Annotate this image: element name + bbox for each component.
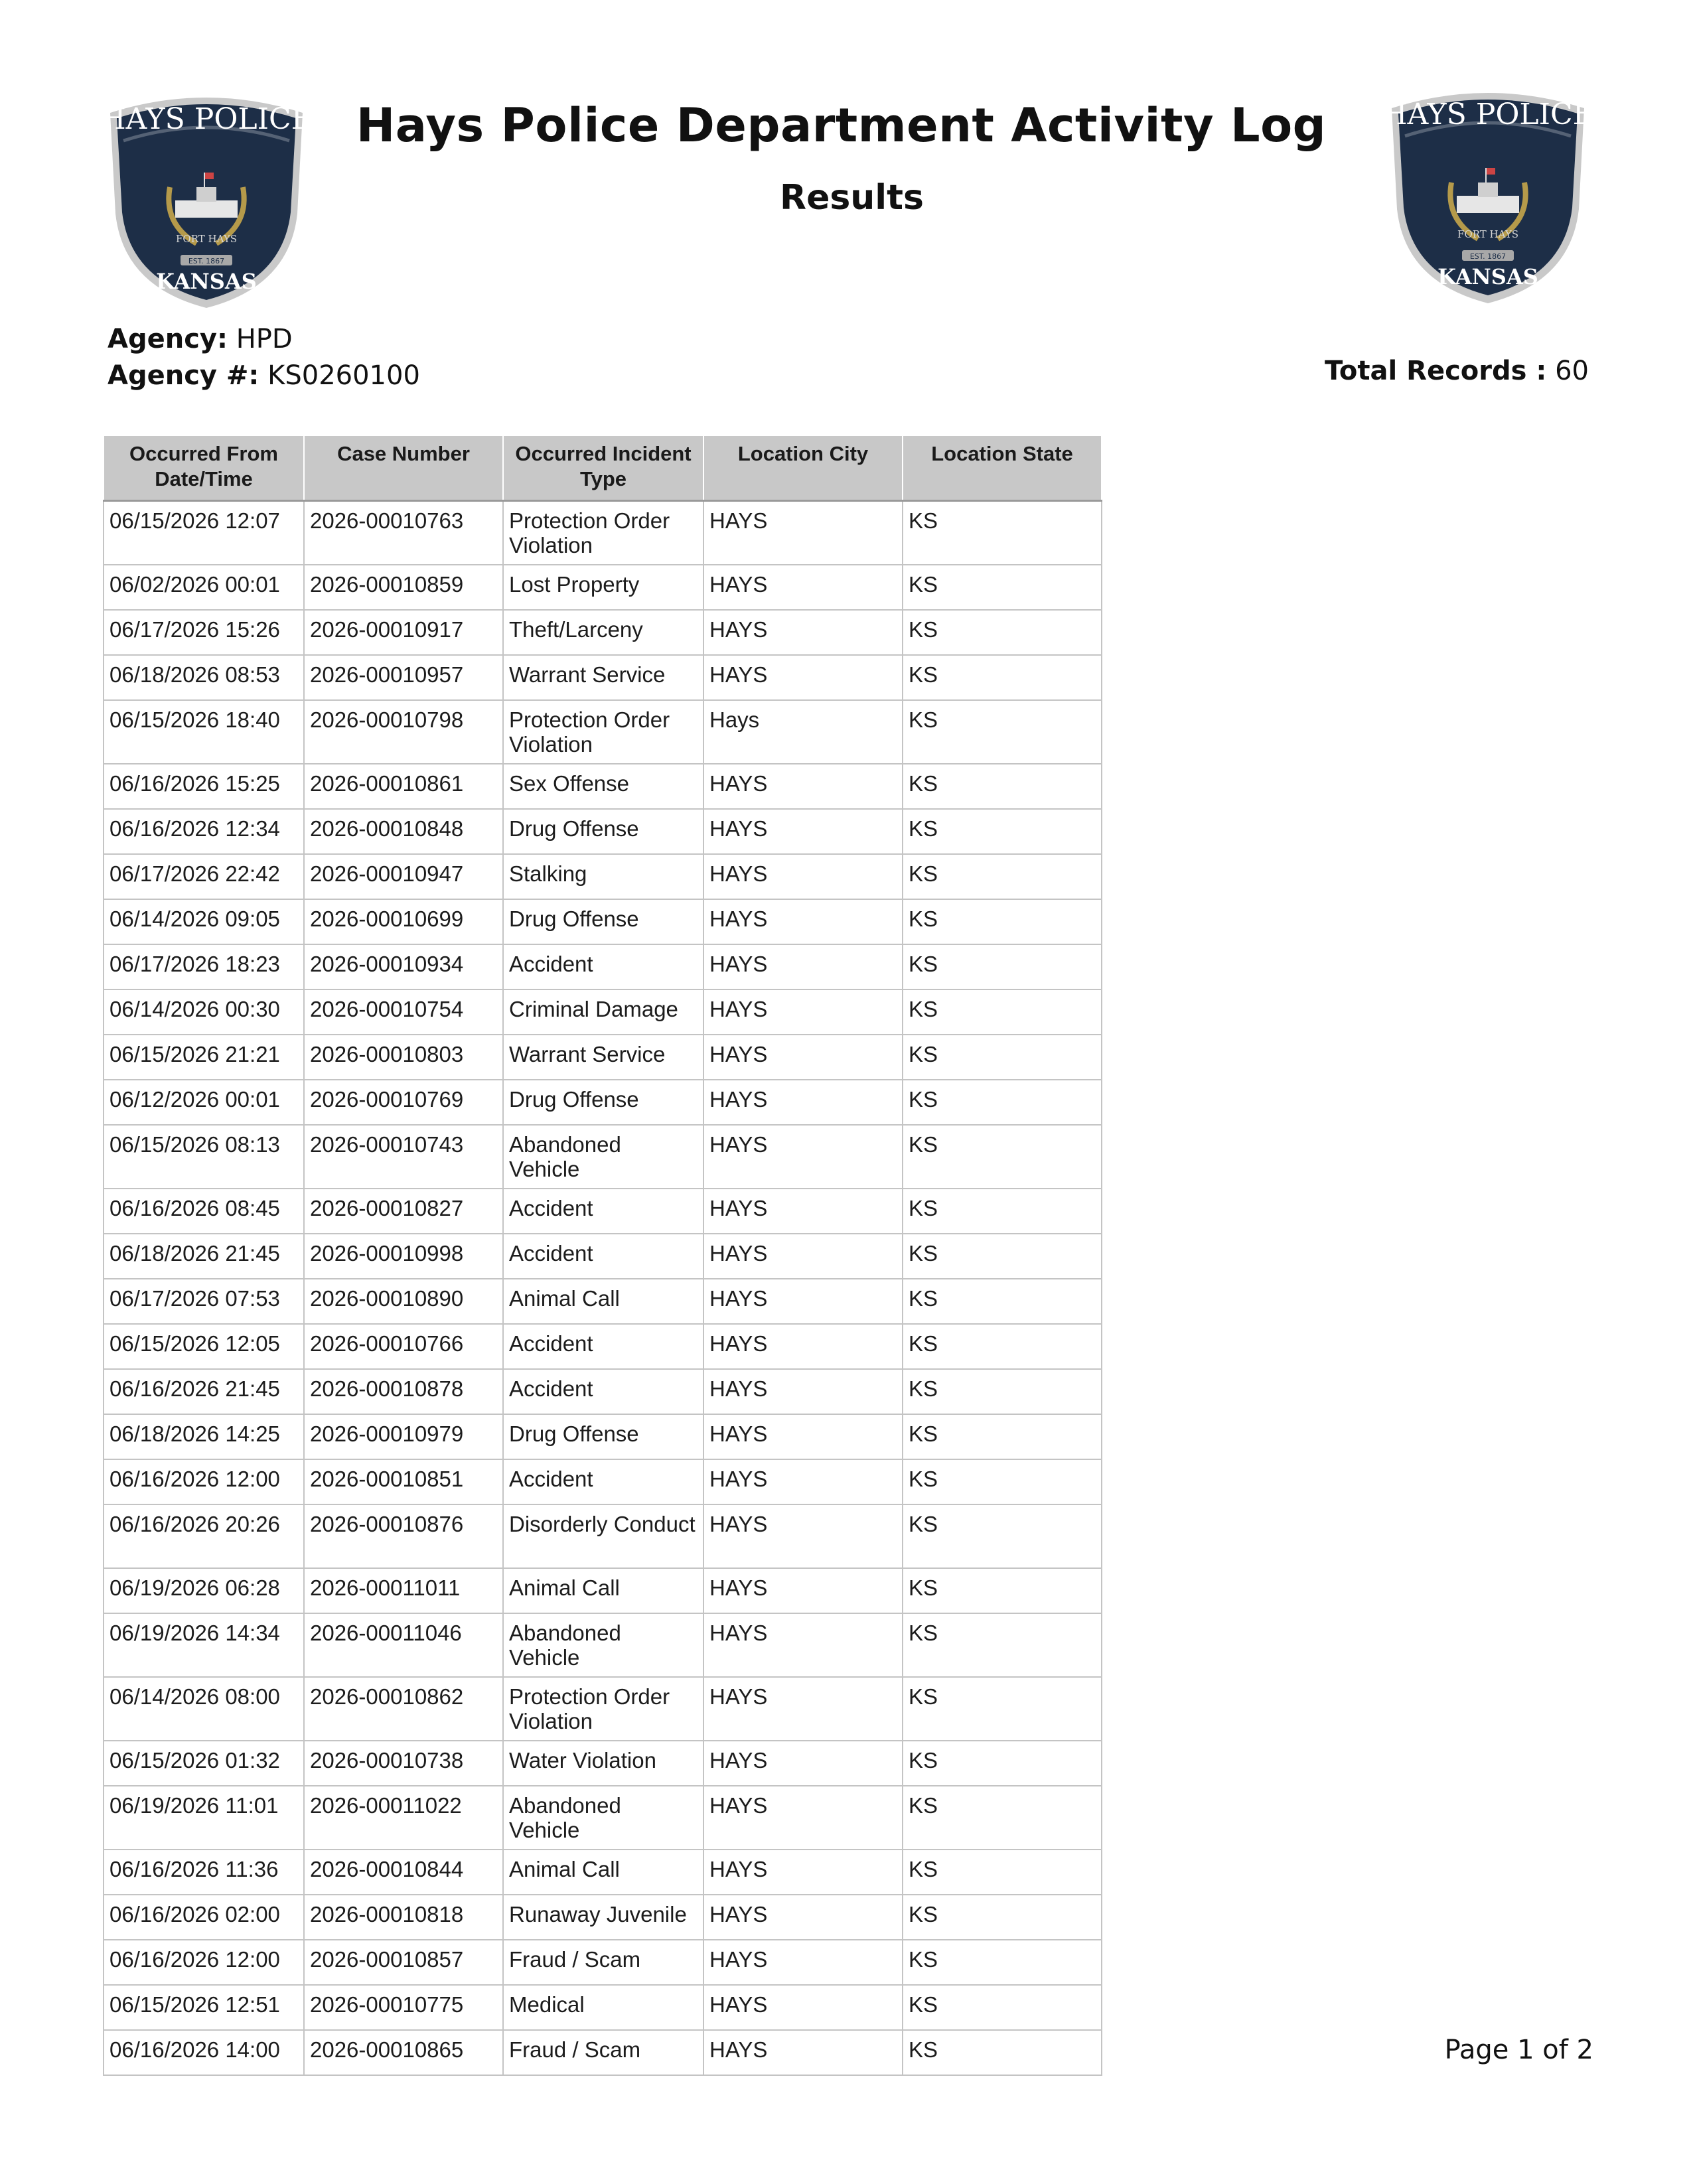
table-row (104, 565, 1102, 610)
cell-location-state: KS (903, 989, 1102, 1035)
cell-occurred-from: 06/15/2026 12:51 (104, 1985, 304, 2030)
cell-location-city: HAYS (703, 655, 903, 700)
cell-incident-type: Fraud / Scam (503, 2030, 703, 2075)
agency-line (108, 324, 293, 354)
cell-incident-type: Drug Offense (503, 1080, 703, 1125)
table-row (104, 2030, 1102, 2075)
cell-case-number: 2026-00010775 (304, 1985, 503, 2030)
cell-case-number: 2026-00010947 (304, 854, 503, 899)
cell-location-state: KS (903, 1189, 1102, 1234)
column-header-occurred-from: Occurred From Date/Time (104, 435, 304, 501)
cell-incident-type: Animal Call (503, 1568, 703, 1613)
cell-location-state: KS (903, 944, 1102, 989)
cell-location-city: HAYS (703, 1279, 903, 1324)
cell-occurred-from: 06/02/2026 00:01 (104, 565, 304, 610)
cell-location-state: KS (903, 655, 1102, 700)
cell-case-number: 2026-00010769 (304, 1080, 503, 1125)
agency-number-value: KS0260100 (267, 360, 420, 391)
cell-location-city: HAYS (703, 1504, 903, 1568)
cell-case-number: 2026-00010859 (304, 565, 503, 610)
cell-occurred-from: 06/19/2026 11:01 (104, 1786, 304, 1850)
cell-case-number: 2026-00010766 (304, 1324, 503, 1369)
cell-occurred-from: 06/16/2026 21:45 (104, 1369, 304, 1414)
cell-location-city: HAYS (703, 1985, 903, 2030)
cell-location-state: KS (903, 1895, 1102, 1940)
cell-location-city: Hays (703, 700, 903, 764)
cell-occurred-from: 06/16/2026 02:00 (104, 1895, 304, 1940)
cell-location-state: KS (903, 1504, 1102, 1568)
cell-incident-type: Warrant Service (503, 1035, 703, 1080)
cell-case-number: 2026-00010917 (304, 610, 503, 655)
cell-occurred-from: 06/15/2026 21:21 (104, 1035, 304, 1080)
cell-location-state: KS (903, 1786, 1102, 1850)
cell-location-state: KS (903, 1080, 1102, 1125)
cell-case-number: 2026-00010763 (304, 501, 503, 565)
cell-incident-type: Warrant Service (503, 655, 703, 700)
cell-location-state: KS (903, 565, 1102, 610)
cell-case-number: 2026-00010818 (304, 1895, 503, 1940)
cell-occurred-from: 06/18/2026 08:53 (104, 655, 304, 700)
table-row (104, 989, 1102, 1035)
table-row (104, 1504, 1102, 1568)
cell-location-city: HAYS (703, 1459, 903, 1504)
cell-incident-type: Lost Property (503, 565, 703, 610)
cell-location-city: HAYS (703, 899, 903, 944)
cell-incident-type: Accident (503, 944, 703, 989)
cell-location-city: HAYS (703, 1613, 903, 1677)
cell-occurred-from: 06/16/2026 14:00 (104, 2030, 304, 2075)
cell-occurred-from: 06/17/2026 22:42 (104, 854, 304, 899)
cell-incident-type: Abandoned Vehicle (503, 1786, 703, 1850)
cell-case-number: 2026-00010890 (304, 1279, 503, 1324)
table-row (104, 1613, 1102, 1677)
cell-case-number: 2026-00010844 (304, 1850, 503, 1895)
cell-location-city: HAYS (703, 1035, 903, 1080)
cell-location-state: KS (903, 764, 1102, 809)
cell-occurred-from: 06/15/2026 01:32 (104, 1741, 304, 1786)
cell-case-number: 2026-00010754 (304, 989, 503, 1035)
agency-label: Agency: (108, 324, 228, 354)
table-row (104, 1940, 1102, 1985)
cell-incident-type: Animal Call (503, 1279, 703, 1324)
page-subtitle (0, 178, 1693, 218)
cell-location-city: HAYS (703, 989, 903, 1035)
cell-location-state: KS (903, 1568, 1102, 1613)
cell-location-city: HAYS (703, 944, 903, 989)
cell-occurred-from: 06/16/2026 08:45 (104, 1189, 304, 1234)
cell-location-city: HAYS (703, 1080, 903, 1125)
total-records-label: Total Records : (1324, 356, 1547, 386)
table-row (104, 1234, 1102, 1279)
cell-location-state: KS (903, 1985, 1102, 2030)
cell-location-city: HAYS (703, 854, 903, 899)
column-header-location-state: Location State (903, 435, 1102, 501)
cell-case-number: 2026-00010979 (304, 1414, 503, 1459)
table-row (104, 1850, 1102, 1895)
page-title (0, 98, 1693, 153)
cell-location-state: KS (903, 1459, 1102, 1504)
cell-occurred-from: 06/16/2026 11:36 (104, 1850, 304, 1895)
cell-incident-type: Animal Call (503, 1850, 703, 1895)
cell-incident-type: Protection Order Violation (503, 1677, 703, 1741)
cell-occurred-from: 06/16/2026 20:26 (104, 1504, 304, 1568)
cell-location-state: KS (903, 1035, 1102, 1080)
cell-incident-type: Fraud / Scam (503, 1940, 703, 1985)
cell-incident-type: Protection Order Violation (503, 501, 703, 565)
cell-case-number: 2026-00011046 (304, 1613, 503, 1677)
total-records (1325, 356, 1589, 386)
badge-bottom-text: KANSAS (156, 269, 257, 294)
cell-incident-type: Medical (503, 1985, 703, 2030)
table-row (104, 1741, 1102, 1786)
cell-occurred-from: 06/17/2026 07:53 (104, 1279, 304, 1324)
cell-case-number: 2026-00010862 (304, 1677, 503, 1741)
cell-location-city: HAYS (703, 1895, 903, 1940)
cell-case-number: 2026-00010827 (304, 1189, 503, 1234)
cell-case-number: 2026-00011022 (304, 1786, 503, 1850)
cell-occurred-from: 06/19/2026 06:28 (104, 1568, 304, 1613)
cell-occurred-from: 06/14/2026 00:30 (104, 989, 304, 1035)
badge-est-text: EST. 1867 (188, 257, 225, 265)
cell-occurred-from: 06/18/2026 14:25 (104, 1414, 304, 1459)
cell-incident-type: Drug Offense (503, 809, 703, 854)
table-row (104, 1324, 1102, 1369)
cell-case-number: 2026-00010878 (304, 1369, 503, 1414)
page-subtitle-text: Results (780, 178, 924, 218)
cell-incident-type: Drug Offense (503, 899, 703, 944)
cell-occurred-from: 06/15/2026 12:07 (104, 501, 304, 565)
cell-occurred-from: 06/14/2026 08:00 (104, 1677, 304, 1741)
cell-case-number: 2026-00010738 (304, 1741, 503, 1786)
cell-location-state: KS (903, 1613, 1102, 1677)
cell-incident-type: Drug Offense (503, 1414, 703, 1459)
cell-location-city: HAYS (703, 1786, 903, 1850)
badge-mid-text: FORT HAYS (1457, 228, 1518, 240)
cell-location-state: KS (903, 700, 1102, 764)
table-row (104, 1568, 1102, 1613)
cell-location-city: HAYS (703, 1369, 903, 1414)
column-header-case-number: Case Number (304, 435, 503, 501)
page-number: Page 1 of 2 (1444, 2035, 1593, 2065)
cell-location-city: HAYS (703, 1850, 903, 1895)
cell-incident-type: Criminal Damage (503, 989, 703, 1035)
table-row (104, 944, 1102, 989)
badge-est-text: EST. 1867 (1469, 252, 1507, 261)
cell-occurred-from: 06/14/2026 09:05 (104, 899, 304, 944)
table-row (104, 1189, 1102, 1234)
cell-incident-type: Accident (503, 1234, 703, 1279)
cell-incident-type: Abandoned Vehicle (503, 1613, 703, 1677)
cell-incident-type: Protection Order Violation (503, 700, 703, 764)
cell-location-city: HAYS (703, 2030, 903, 2075)
table-row (104, 1414, 1102, 1459)
column-header-location-city: Location City (703, 435, 903, 501)
total-records-value: 60 (1555, 356, 1589, 386)
badge-bottom-text: KANSAS (1437, 264, 1538, 289)
cell-incident-type: Runaway Juvenile (503, 1895, 703, 1940)
table-row (104, 1035, 1102, 1080)
cell-case-number: 2026-00010699 (304, 899, 503, 944)
cell-case-number: 2026-00010857 (304, 1940, 503, 1985)
cell-incident-type: Accident (503, 1369, 703, 1414)
cell-case-number: 2026-00010865 (304, 2030, 503, 2075)
table-row (104, 655, 1102, 700)
cell-location-state: KS (903, 1414, 1102, 1459)
cell-location-state: KS (903, 809, 1102, 854)
cell-location-city: HAYS (703, 1568, 903, 1613)
cell-location-state: KS (903, 1369, 1102, 1414)
table-row (104, 1985, 1102, 2030)
cell-case-number: 2026-00010861 (304, 764, 503, 809)
cell-case-number: 2026-00011011 (304, 1568, 503, 1613)
cell-location-state: KS (903, 1940, 1102, 1985)
table-row (104, 610, 1102, 655)
table-row (104, 1786, 1102, 1850)
cell-location-state: KS (903, 501, 1102, 565)
table-row (104, 854, 1102, 899)
cell-occurred-from: 06/19/2026 14:34 (104, 1613, 304, 1677)
cell-incident-type: Abandoned Vehicle (503, 1125, 703, 1189)
table-row (104, 1125, 1102, 1189)
table-row (104, 764, 1102, 809)
cell-location-state: KS (903, 1741, 1102, 1786)
cell-occurred-from: 06/12/2026 00:01 (104, 1080, 304, 1125)
page-title-text: Hays Police Department Activity Log (356, 98, 1327, 153)
cell-location-state: KS (903, 854, 1102, 899)
table-row (104, 899, 1102, 944)
table-row (104, 1080, 1102, 1125)
cell-location-city: HAYS (703, 1414, 903, 1459)
cell-case-number: 2026-00010934 (304, 944, 503, 989)
table-row (104, 700, 1102, 764)
cell-occurred-from: 06/17/2026 18:23 (104, 944, 304, 989)
cell-location-state: KS (903, 899, 1102, 944)
agency-number-line (108, 360, 420, 391)
cell-location-state: KS (903, 2030, 1102, 2075)
cell-location-city: HAYS (703, 1189, 903, 1234)
cell-occurred-from: 06/17/2026 15:26 (104, 610, 304, 655)
activity-log-table (103, 435, 1102, 2076)
cell-case-number: 2026-00010876 (304, 1504, 503, 1568)
cell-location-city: HAYS (703, 1940, 903, 1985)
cell-incident-type: Accident (503, 1459, 703, 1504)
cell-case-number: 2026-00010851 (304, 1459, 503, 1504)
table-row (104, 501, 1102, 565)
cell-location-state: KS (903, 1125, 1102, 1189)
cell-case-number: 2026-00010848 (304, 809, 503, 854)
cell-incident-type: Accident (503, 1324, 703, 1369)
badge-top-text: HAYS POLICE (100, 102, 313, 136)
cell-location-state: KS (903, 1677, 1102, 1741)
table-row (104, 1279, 1102, 1324)
cell-occurred-from: 06/16/2026 12:00 (104, 1940, 304, 1985)
table-row (104, 1677, 1102, 1741)
cell-incident-type: Theft/Larceny (503, 610, 703, 655)
cell-occurred-from: 06/15/2026 08:13 (104, 1125, 304, 1189)
cell-occurred-from: 06/16/2026 12:34 (104, 809, 304, 854)
cell-incident-type: Sex Offense (503, 764, 703, 809)
cell-case-number: 2026-00010803 (304, 1035, 503, 1080)
cell-incident-type: Disorderly Conduct (503, 1504, 703, 1568)
cell-location-state: KS (903, 1850, 1102, 1895)
cell-location-state: KS (903, 1234, 1102, 1279)
table-row (104, 809, 1102, 854)
cell-location-city: HAYS (703, 764, 903, 809)
table-row (104, 1459, 1102, 1504)
cell-location-city: HAYS (703, 1677, 903, 1741)
cell-occurred-from: 06/16/2026 15:25 (104, 764, 304, 809)
cell-case-number: 2026-00010743 (304, 1125, 503, 1189)
cell-location-state: KS (903, 1324, 1102, 1369)
agency-number-label: Agency #: (108, 360, 259, 391)
cell-incident-type: Stalking (503, 854, 703, 899)
cell-occurred-from: 06/18/2026 21:45 (104, 1234, 304, 1279)
cell-location-state: KS (903, 1279, 1102, 1324)
badge-mid-text: FORT HAYS (176, 233, 237, 245)
cell-incident-type: Water Violation (503, 1741, 703, 1786)
cell-location-city: HAYS (703, 1324, 903, 1369)
cell-case-number: 2026-00010998 (304, 1234, 503, 1279)
cell-occurred-from: 06/16/2026 12:00 (104, 1459, 304, 1504)
cell-location-city: HAYS (703, 565, 903, 610)
cell-location-city: HAYS (703, 809, 903, 854)
cell-incident-type: Accident (503, 1189, 703, 1234)
cell-location-city: HAYS (703, 610, 903, 655)
cell-case-number: 2026-00010798 (304, 700, 503, 764)
cell-occurred-from: 06/15/2026 12:05 (104, 1324, 304, 1369)
cell-occurred-from: 06/15/2026 18:40 (104, 700, 304, 764)
cell-location-city: HAYS (703, 1234, 903, 1279)
table-row (104, 1895, 1102, 1940)
badge-top-text: HAYS POLICE (1382, 98, 1594, 131)
cell-case-number: 2026-00010957 (304, 655, 503, 700)
cell-location-state: KS (903, 610, 1102, 655)
cell-location-city: HAYS (703, 501, 903, 565)
cell-location-city: HAYS (703, 1741, 903, 1786)
agency-value: HPD (236, 324, 293, 354)
table-header-row (104, 435, 1102, 501)
cell-location-city: HAYS (703, 1125, 903, 1189)
table-row (104, 1369, 1102, 1414)
column-header-incident-type: Occurred Incident Type (503, 435, 703, 501)
